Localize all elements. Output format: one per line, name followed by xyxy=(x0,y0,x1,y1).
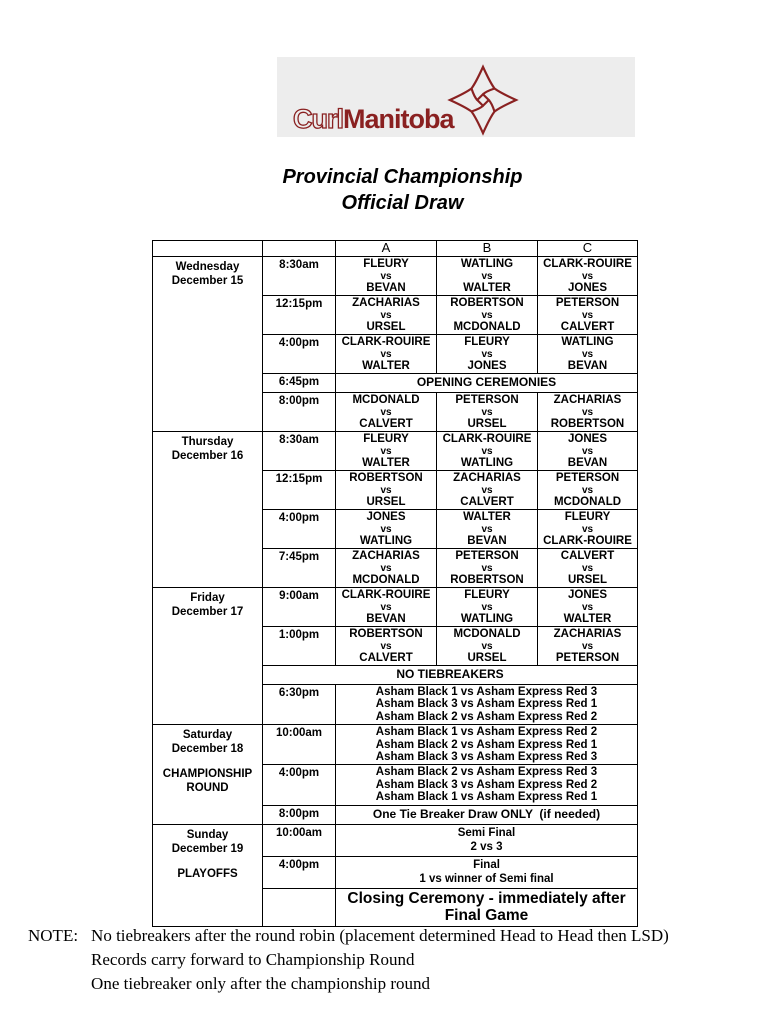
vs-label: vs xyxy=(380,562,392,574)
vs-label: vs xyxy=(581,348,594,360)
team-bottom: BEVAN xyxy=(366,281,406,294)
day-line: December 19 xyxy=(171,842,244,855)
team-bottom: CALVERT xyxy=(359,417,413,430)
game-cell xyxy=(437,393,538,432)
vs-label: vs xyxy=(481,640,493,652)
day-cell xyxy=(153,432,263,588)
game-cell xyxy=(437,257,538,296)
merged-line: Final xyxy=(473,858,500,871)
header-row xyxy=(153,241,638,257)
vs-label: vs xyxy=(481,562,493,574)
game-cell xyxy=(437,549,538,588)
sheet-header: B xyxy=(437,241,538,257)
team-bottom: WATLING xyxy=(359,534,413,547)
team-top: WALTER xyxy=(463,511,511,523)
game-cell xyxy=(336,510,437,549)
time-cell: 8:00pm xyxy=(263,805,336,824)
merged-line: Asham Black 3 vs Asham Express Red 3 xyxy=(375,751,598,764)
team-top: JONES xyxy=(568,433,607,445)
footnote-lines xyxy=(91,924,669,996)
vs-label: vs xyxy=(481,270,493,282)
team-top: PETERSON xyxy=(455,550,519,562)
vs-label: vs xyxy=(380,270,392,282)
vs-label: vs xyxy=(481,523,493,535)
merged-line: 1 vs winner of Semi final xyxy=(419,873,554,886)
footnote-line: One tiebreaker only after the championship round xyxy=(91,974,430,993)
game-cell xyxy=(437,627,538,666)
day-line: Thursday xyxy=(181,436,234,448)
team-bottom: URSEL xyxy=(467,651,507,664)
team-bottom: WATLING xyxy=(460,612,514,625)
team-top: ZACHARIAS xyxy=(352,550,420,562)
team-top: CLARK-ROUIRE xyxy=(341,336,431,348)
game-cell xyxy=(538,335,638,374)
team-top: ZACHARIAS xyxy=(553,394,622,406)
game-cell xyxy=(336,471,437,510)
merged-line: OPENING CEREMONIES xyxy=(416,375,557,389)
merged-line: Asham Black 2 vs Asham Express Red 1 xyxy=(375,738,598,751)
header-time-cell xyxy=(263,241,336,257)
team-top: JONES xyxy=(568,589,607,601)
logo-text-curl: Curl xyxy=(293,104,343,134)
header-day-cell xyxy=(153,241,263,257)
vs-label: vs xyxy=(581,601,594,613)
team-bottom: BEVAN xyxy=(567,456,608,469)
day-cell xyxy=(153,725,263,824)
merged-line: Closing Ceremony - immediately after xyxy=(347,889,626,907)
merged-line: Asham Black 2 vs Asham Express Red 2 xyxy=(375,710,598,723)
merged-line: Asham Black 1 vs Asham Express Red 3 xyxy=(375,686,598,698)
vs-label: vs xyxy=(380,601,392,613)
team-bottom: URSEL xyxy=(467,417,507,430)
merged-line: Semi Final xyxy=(457,826,516,839)
sheet-header: C xyxy=(538,241,638,257)
team-bottom: WALTER xyxy=(563,612,612,625)
day-line: PLAYOFFS xyxy=(177,867,238,880)
team-bottom: WALTER xyxy=(362,359,410,372)
game-cell xyxy=(336,335,437,374)
merged-line: NO TIEBREAKERS xyxy=(396,667,504,681)
team-top: JONES xyxy=(366,511,406,523)
vs-label: vs xyxy=(380,484,392,496)
time-cell: 10:00am xyxy=(263,725,336,765)
day-line: Sunday xyxy=(186,828,229,841)
vs-label: vs xyxy=(380,445,392,457)
game-cell xyxy=(437,471,538,510)
merged-cell xyxy=(336,856,638,888)
page-title xyxy=(160,164,645,216)
curlmanitoba-logo xyxy=(277,57,635,137)
game-cell xyxy=(336,432,437,471)
vs-label: vs xyxy=(380,309,392,321)
merged-cell xyxy=(336,685,638,725)
time-cell: 10:00am xyxy=(263,824,336,856)
merged-cell xyxy=(336,888,638,926)
game-cell xyxy=(538,296,638,335)
day-cell xyxy=(153,257,263,432)
team-bottom: URSEL xyxy=(366,320,406,333)
day-spacer xyxy=(155,856,260,867)
team-top: WATLING xyxy=(460,258,514,270)
game-cell xyxy=(336,257,437,296)
schedule-row xyxy=(153,725,638,765)
day-spacer xyxy=(155,756,260,767)
time-cell: 6:30pm xyxy=(263,685,336,725)
team-bottom: CALVERT xyxy=(460,495,514,508)
game-cell xyxy=(437,296,538,335)
merged-line: Asham Black 2 vs Asham Express Red 3 xyxy=(375,766,598,779)
team-top: FLEURY xyxy=(363,258,409,270)
vs-label: vs xyxy=(581,523,594,535)
game-cell xyxy=(437,335,538,374)
vs-label: vs xyxy=(481,484,493,496)
vs-label: vs xyxy=(581,445,594,457)
team-top: WATLING xyxy=(561,336,614,348)
day-cell xyxy=(153,824,263,926)
time-cell: 4:00pm xyxy=(263,510,336,549)
team-bottom: CALVERT xyxy=(359,651,413,664)
draw-table xyxy=(152,240,638,927)
team-bottom: WATLING xyxy=(460,456,514,469)
schedule-row xyxy=(153,588,638,627)
day-line: December 18 xyxy=(171,743,244,756)
fullspan-cell xyxy=(263,666,638,685)
team-top: ROBERTSON xyxy=(349,628,423,640)
team-bottom: ROBERTSON xyxy=(550,417,625,430)
team-top: FLEURY xyxy=(464,336,510,348)
merged-line: 2 vs 3 xyxy=(470,841,503,854)
game-cell xyxy=(336,627,437,666)
team-bottom: BEVAN xyxy=(567,359,608,372)
draw-table-container xyxy=(152,240,638,927)
team-top: CALVERT xyxy=(560,550,615,562)
team-top: CLARK-ROUIRE xyxy=(442,433,532,445)
time-cell: 9:00am xyxy=(263,588,336,627)
game-cell xyxy=(538,471,638,510)
vs-label: vs xyxy=(380,640,392,652)
team-bottom: PETERSON xyxy=(555,651,620,664)
merged-cell xyxy=(336,374,638,393)
day-line: December 16 xyxy=(171,450,244,462)
team-top: PETERSON xyxy=(555,472,620,484)
schedule-row xyxy=(153,824,638,856)
vs-label: vs xyxy=(581,270,594,282)
vs-label: vs xyxy=(481,348,493,360)
team-top: FLEURY xyxy=(363,433,409,445)
team-bottom: ROBERTSON xyxy=(450,573,524,586)
day-cell xyxy=(153,588,263,725)
team-top: PETERSON xyxy=(455,394,519,406)
game-cell xyxy=(336,296,437,335)
schedule-row xyxy=(153,257,638,296)
day-line: CHAMPIONSHIP xyxy=(162,768,253,781)
time-cell: 4:00pm xyxy=(263,335,336,374)
day-line: Friday xyxy=(190,592,225,604)
merged-line: Asham Black 3 vs Asham Express Red 1 xyxy=(375,698,598,711)
team-bottom: URSEL xyxy=(568,573,607,586)
vs-label: vs xyxy=(380,523,392,535)
vs-label: vs xyxy=(481,406,493,418)
vs-label: vs xyxy=(581,562,594,574)
vs-label: vs xyxy=(481,445,493,457)
time-cell: 12:15pm xyxy=(263,471,336,510)
vs-label: vs xyxy=(581,640,594,652)
merged-cell xyxy=(336,824,638,856)
team-top: PETERSON xyxy=(555,297,620,309)
game-cell xyxy=(336,393,437,432)
time-cell: 4:00pm xyxy=(263,856,336,888)
title-line-1: Provincial Championship xyxy=(282,166,523,188)
team-bottom: JONES xyxy=(467,359,507,372)
team-bottom: CLARK-ROUIRE xyxy=(543,534,632,547)
team-bottom: JONES xyxy=(568,281,607,294)
game-cell xyxy=(336,549,437,588)
team-bottom: BEVAN xyxy=(366,612,406,625)
footnote-label: NOTE: xyxy=(28,926,79,945)
team-bottom: MCDONALD xyxy=(553,495,622,508)
merged-line: Asham Black 3 vs Asham Express Red 2 xyxy=(375,778,598,791)
team-bottom: CALVERT xyxy=(560,320,615,333)
team-top: ZACHARIAS xyxy=(553,628,622,640)
team-top: CLARK-ROUIRE xyxy=(341,589,431,601)
time-cell: 7:45pm xyxy=(263,549,336,588)
game-cell xyxy=(538,588,638,627)
merged-line: Asham Black 1 vs Asham Express Red 2 xyxy=(375,726,598,739)
team-bottom: MCDONALD xyxy=(352,573,420,586)
team-top: CLARK-ROUIRE xyxy=(543,258,632,270)
merged-cell xyxy=(336,805,638,824)
game-cell xyxy=(538,432,638,471)
vs-label: vs xyxy=(380,406,392,418)
team-top: MCDONALD xyxy=(352,394,420,406)
team-top: ZACHARIAS xyxy=(453,472,521,484)
vs-label: vs xyxy=(380,348,392,360)
day-line: ROUND xyxy=(186,782,229,795)
curling-star-icon xyxy=(447,63,519,137)
game-cell xyxy=(538,627,638,666)
merged-line: Final Game xyxy=(444,907,529,925)
team-top: ZACHARIAS xyxy=(352,297,420,309)
time-cell: 8:30am xyxy=(263,257,336,296)
game-cell xyxy=(437,588,538,627)
day-line: Wednesday xyxy=(175,261,240,273)
schedule-row xyxy=(153,432,638,471)
vs-label: vs xyxy=(481,601,493,613)
team-bottom: WALTER xyxy=(362,456,410,469)
team-top: FLEURY xyxy=(464,589,510,601)
team-top: FLEURY xyxy=(564,511,611,523)
day-line: December 15 xyxy=(171,275,244,287)
team-top: MCDONALD xyxy=(453,628,521,640)
game-cell xyxy=(538,257,638,296)
sheet-header: A xyxy=(336,241,437,257)
day-line: Saturday xyxy=(182,729,233,742)
game-cell xyxy=(437,432,538,471)
merged-cell xyxy=(336,725,638,765)
footnote xyxy=(28,924,669,996)
logo-inner xyxy=(277,57,635,137)
logo-text xyxy=(293,104,454,137)
day-line: December 17 xyxy=(171,606,244,618)
vs-label: vs xyxy=(481,309,493,321)
time-cell: 1:00pm xyxy=(263,627,336,666)
time-cell: 12:15pm xyxy=(263,296,336,335)
time-cell: 8:00pm xyxy=(263,393,336,432)
game-cell xyxy=(437,510,538,549)
team-bottom: URSEL xyxy=(366,495,406,508)
team-top: ROBERTSON xyxy=(450,297,524,309)
footnote-line: No tiebreakers after the round robin (placement determined Head to Head then LSD) xyxy=(91,926,669,945)
vs-label: vs xyxy=(581,309,594,321)
time-cell: 6:45pm xyxy=(263,374,336,393)
merged-cell xyxy=(336,765,638,805)
merged-line: Asham Black 1 vs Asham Express Red 1 xyxy=(375,791,598,804)
game-cell xyxy=(336,588,437,627)
vs-label: vs xyxy=(581,406,594,418)
time-cell: 4:00pm xyxy=(263,765,336,805)
footnote-line: Records carry forward to Championship Round xyxy=(91,950,415,969)
team-top: ROBERTSON xyxy=(349,472,423,484)
game-cell xyxy=(538,393,638,432)
team-bottom: BEVAN xyxy=(467,534,507,547)
team-bottom: MCDONALD xyxy=(453,320,521,333)
merged-line: One Tie Breaker Draw ONLY (if needed) xyxy=(372,806,601,821)
title-line-2: Official Draw xyxy=(341,192,464,214)
time-cell: 8:30am xyxy=(263,432,336,471)
vs-label: vs xyxy=(581,484,594,496)
logo-text-manitoba: Manitoba xyxy=(343,104,454,134)
game-cell xyxy=(538,549,638,588)
team-bottom: WALTER xyxy=(463,281,511,294)
time-cell xyxy=(263,888,336,926)
game-cell xyxy=(538,510,638,549)
